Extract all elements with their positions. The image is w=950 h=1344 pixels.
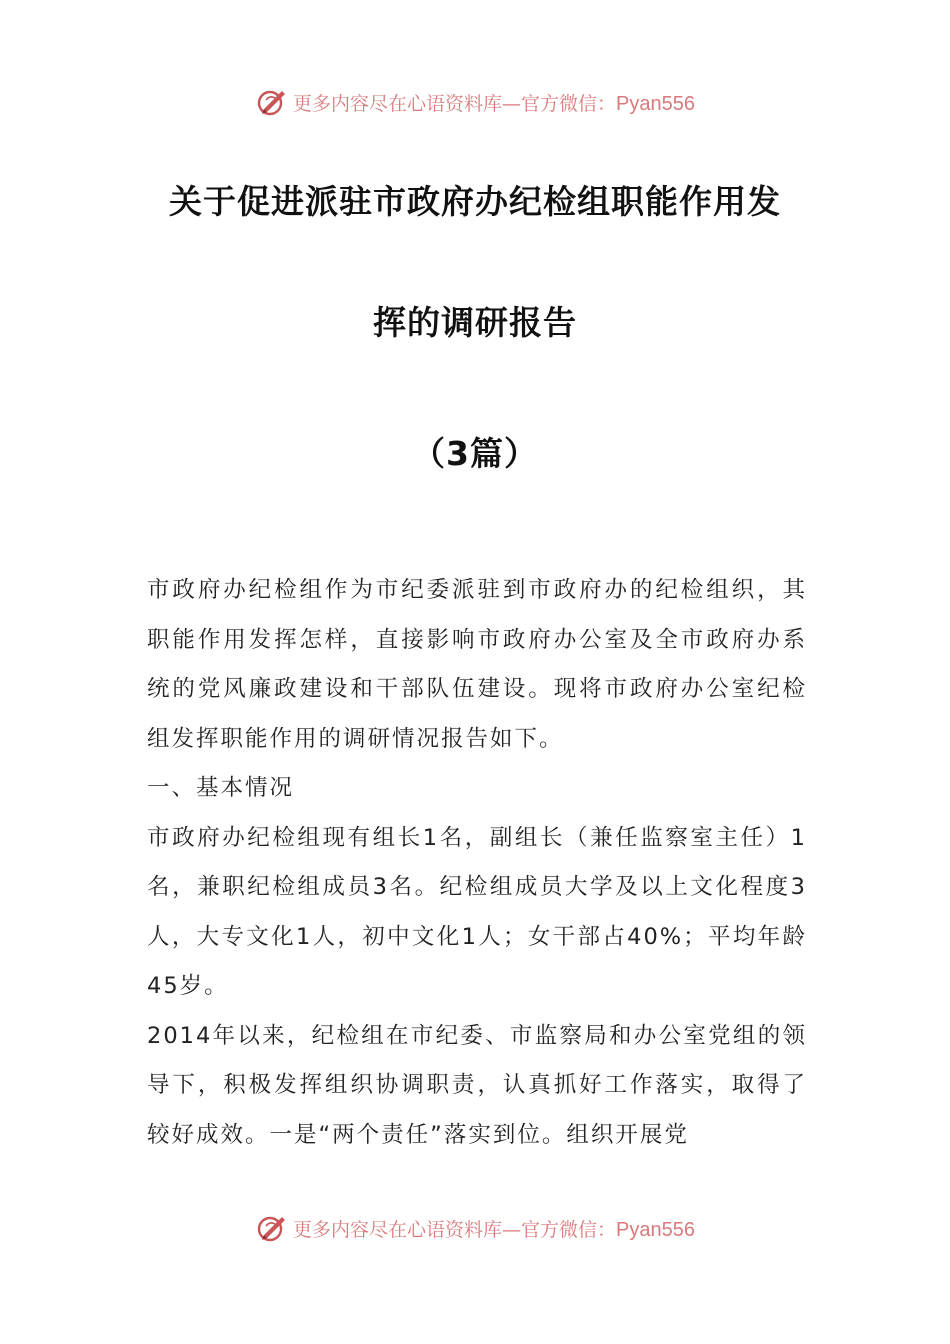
section-heading: 一、基本情况 [147,775,295,801]
pen-logo-icon [255,1211,289,1245]
page-title-line-1: 关于促进派驻市政府办纪检组职能作用发 [169,182,781,221]
page-title-line-2: 挥的调研报告 [373,303,577,342]
watermark-text: 更多内容尽在心语资料库—官方微信：Pyan556 [293,1218,695,1241]
pen-logo-icon [255,85,289,119]
paragraph: 2014年以来，纪检组在市纪委、市监察局和办公室党组的领导下，积极发挥组织协调职责，认真抓好工作落实，取得了较好成效。一是“两个责任”落实到位。组织开展党 [147,1022,807,1148]
page-subtitle: （3篇） [412,434,538,473]
watermark-text: 更多内容尽在心语资料库—官方微信：Pyan556 [293,92,695,115]
document-body [147,566,807,1160]
footer-watermark [0,1208,950,1248]
paragraph: 市政府办纪检组作为市纪委派驻到市政府办的纪检组织，其职能作用发挥怎样，直接影响市政府办公室及全市政府办系统的党风廉政建设和干部队伍建设。现将市政府办公室纪检组发挥职能作用的调研情况报告如下。 [147,577,807,752]
paragraph: 市政府办纪检组现有组长1名，副组长（兼任监察室主任）1名，兼职纪检组成员3名。纪检组成员大学及以上文化程度3人，大专文化1人，初中文化1人；女干部占40%；平均年龄45岁。 [147,824,807,999]
header-watermark [0,82,950,122]
